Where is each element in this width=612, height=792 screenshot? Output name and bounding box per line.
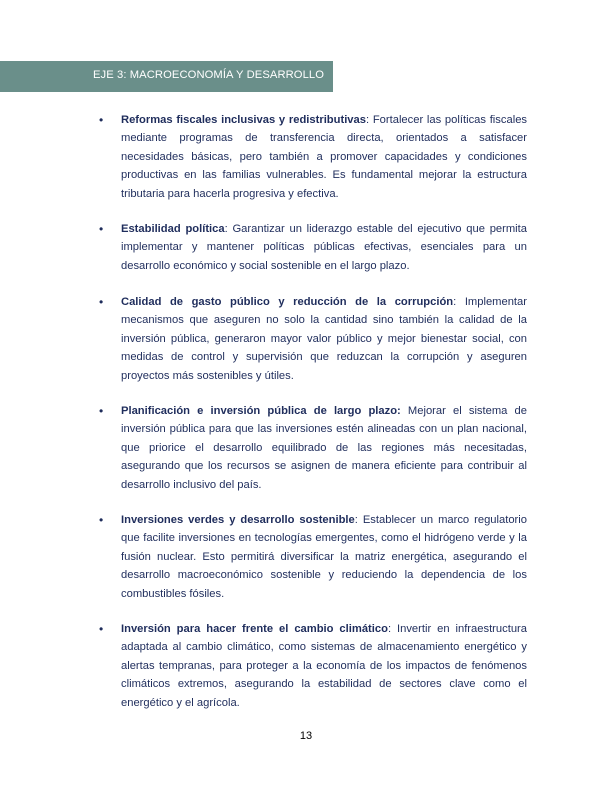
list-item-separator: :	[354, 514, 363, 526]
list-item-body: Invertir en infraestructura adaptada al cambio climático, como sistemas de almacenamiento energético y alertas tempranas, para proteger a la economía de los impactos de fenómenos climáticos extremos, asegurando la estabilidad de sectores clave como el energético y el agrícola.	[121, 623, 528, 709]
bullet-icon: •	[99, 622, 104, 636]
bullet-icon: •	[99, 295, 104, 309]
section-header-band	[0, 61, 333, 92]
bullet-icon: •	[99, 513, 104, 527]
list-item-body: Establecer un marco regulatorio que facilite inversiones en tecnologías emergentes, como el hidrógeno verde y la fusión nuclear. Esto permitirá diversificar la matriz energética, asegurando el desarrollo macroeconómico sostenible y reduciendo la dependencia de los combustibles fósiles.	[121, 514, 527, 600]
list-item-separator: :	[365, 114, 373, 126]
list-item-separator: :	[453, 296, 465, 308]
list-item-body: Fortalecer las políticas fiscales mediante programas de transferencia directa, orientados a satisfacer necesidades básicas, pero también a promover capacidades y condiciones productivas en las familias vulnerables. Es fundamental mejorar la estructura tributaria para hacerla progresiva y efectiva.	[121, 114, 528, 200]
list-item-body: Garantizar un liderazgo estable del ejecutivo que permita implementar y mantener políticas públicas efectivas, esenciales para un desarrollo económico y social sostenible en el largo plazo.	[121, 223, 528, 272]
list-item-text	[121, 220, 527, 275]
list-item-body: Implementar mecanismos que aseguren no solo la cantidad sino también la calidad de la inversión pública, generaron mayor valor público y mejor bienestar social, con medidas de control y supervisión que reduzcan la corrupción y aseguren proyectos más sostenibles y útiles.	[121, 296, 527, 382]
list-item-separator: :	[387, 623, 397, 635]
list-item-text	[121, 511, 527, 603]
list-item-text	[121, 620, 527, 712]
bullet-icon: •	[99, 113, 104, 127]
list-item-title: Reformas fiscales inclusivas y redistributivas	[121, 114, 366, 126]
bullet-icon: •	[99, 404, 104, 418]
list-item-title: Inversión para hacer frente el cambio climático	[121, 623, 388, 635]
list-item-text	[121, 293, 527, 385]
list-item-title: Calidad de gasto público y reducción de la corrupción	[121, 296, 454, 308]
list-item-text	[121, 402, 527, 494]
section-title: EJE 3: MACROECONOMÍA Y DESARROLLO	[93, 69, 325, 81]
list-item-title: Estabilidad política	[121, 223, 225, 235]
list-item-body: Mejorar el sistema de inversión pública para que las inversiones estén alineadas con un plan nacional, que priorice el desarrollo equilibrado de las regiones más necesitadas, asegurando que los recursos se asignen de manera eficiente para contribuir al desarrollo inclusivo del país.	[121, 405, 527, 491]
bullet-icon: •	[99, 222, 104, 236]
page-number: 13	[299, 730, 313, 742]
list-item-title: Inversiones verdes y desarrollo sostenible	[121, 514, 355, 526]
list-item-text	[121, 111, 527, 203]
list-item-separator	[401, 405, 408, 417]
list-item-title: Planificación e inversión pública de largo plazo:	[121, 405, 401, 417]
list-item-separator: :	[224, 223, 233, 235]
